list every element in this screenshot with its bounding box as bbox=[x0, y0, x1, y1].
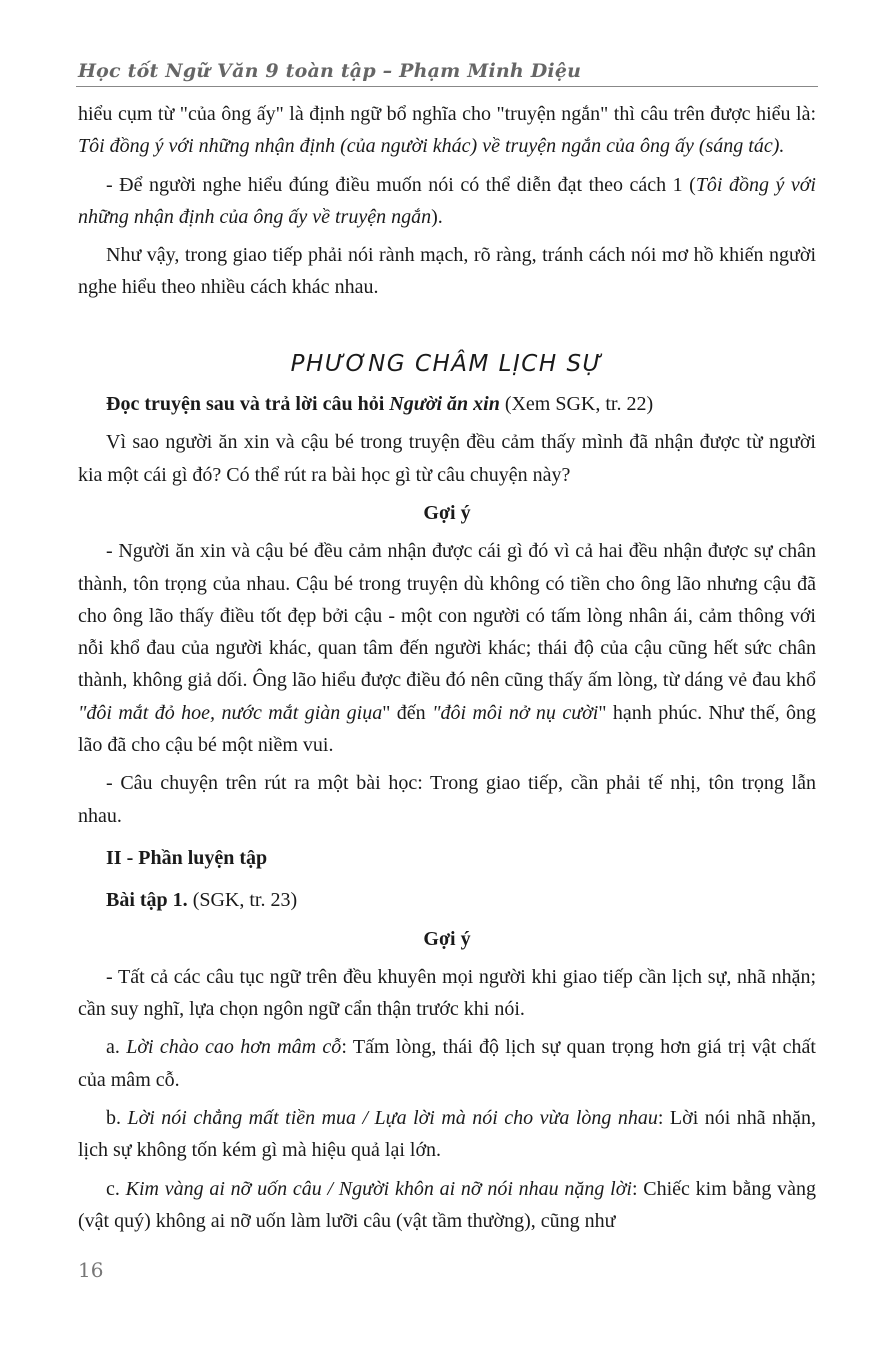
text: hiểu cụm từ "của ông ấy" là định ngữ bổ nghĩa cho "truyện ngắn" thì câu trên được hiểu là: bbox=[78, 103, 816, 125]
text: : Chiếc kim bằng vàng (vật quý) không ai nỡ uốn làm lưỡi câu (vật tầm thường), cũng như bbox=[78, 1177, 817, 1232]
italic-quote: "đôi môi nở nụ cười bbox=[432, 701, 599, 724]
proverb: Lời nói chẳng mất tiền mua / Lựa lời mà nói cho vừa lòng nhau bbox=[127, 1107, 658, 1130]
question-text: Vì sao người ăn xin và cậu bé trong truyện đều cảm thấy mình đã nhận được từ người kia một cái gì đó? Có thể rút ra bài học gì từ câu chuyện này? bbox=[78, 431, 816, 486]
practice-heading: II - Phần luyện tập bbox=[106, 846, 268, 869]
proverb: Lời chào cao hơn mâm cỗ bbox=[126, 1036, 342, 1059]
text: (Xem SGK, tr. 22) bbox=[499, 393, 654, 416]
text: (SGK, tr. 23) bbox=[187, 889, 298, 912]
text: - Để người nghe hiểu đúng điều muốn nói có thể diễn đạt theo cách 1 ( bbox=[106, 173, 696, 196]
paragraph-continued bbox=[78, 98, 816, 163]
story-title: Người ăn xin bbox=[389, 393, 500, 416]
italic-text: Tôi đồng ý với những nhận định của ông ấy về truyện ngắn bbox=[78, 173, 816, 228]
italic-quote: "đôi mắt đỏ hoe, nước mắt giàn giụa bbox=[78, 701, 383, 724]
bold-text: Đọc truyện sau và trả lời câu hỏi bbox=[106, 393, 390, 416]
text: ). bbox=[431, 205, 443, 228]
header-divider bbox=[76, 86, 818, 87]
hint-label: Gợi ý bbox=[423, 927, 471, 950]
italic-text: Tôi đồng ý với những nhận định (của người khác) về truyện ngắn của ông ấy (sáng tác). bbox=[78, 135, 785, 158]
text: " hạnh phúc. Như thế, ông lão đã cho cậu bé một niềm vui. bbox=[78, 701, 817, 757]
answer-paragraph-2: - Câu chuyện trên rút ra một bài học: Trong giao tiếp, cần phải tế nhị, tôn trọng lẫn nhau. bbox=[78, 772, 816, 827]
answer-paragraph-1 bbox=[78, 535, 816, 761]
page-number: 16 bbox=[78, 1258, 104, 1282]
proverb: Kim vàng ai nỡ uốn câu / Người khôn ai nỡ nói nhau nặng lời bbox=[125, 1177, 632, 1200]
exercise-intro: - Tất cả các câu tục ngữ trên đều khuyên mọi người khi giao tiếp cần lịch sự, nhã nhặn; cần suy nghĩ, lựa chọn ngôn ngữ cẩn thận trước khi nói. bbox=[78, 965, 816, 1021]
question-heading bbox=[78, 388, 816, 420]
text: " đến bbox=[382, 701, 433, 724]
paragraph-conclusion: Như vậy, trong giao tiếp phải nói rành mạch, rõ ràng, tránh cách nói mơ hồ khiến người nghe hiểu theo nhiều cách khác nhau. bbox=[78, 244, 816, 299]
bold-text: Bài tập 1. bbox=[106, 889, 188, 912]
text: : Lời nói nhã nhặn, lịch sự không tốn kém gì mà hiệu quả lại lớn. bbox=[78, 1107, 817, 1162]
item-prefix: b. bbox=[106, 1107, 128, 1130]
section-title: PHƯƠNG CHÂM LỊCH SỰ bbox=[290, 350, 604, 377]
item-prefix: a. bbox=[106, 1036, 127, 1059]
item-b bbox=[78, 1102, 816, 1167]
page-body bbox=[78, 98, 816, 1237]
running-header: Học tốt Ngữ Văn 9 toàn tập – Phạm Minh Diệu bbox=[78, 60, 582, 82]
hint-label: Gợi ý bbox=[423, 501, 471, 524]
text: : Tấm lòng, thái độ lịch sự quan trọng hơn giá trị vật chất của mâm cỗ. bbox=[78, 1036, 816, 1091]
exercise-heading bbox=[78, 884, 816, 916]
paragraph-expression bbox=[78, 169, 816, 234]
text: - Người ăn xin và cậu bé đều cảm nhận được cái gì đó vì cả hai đều nhận được sự chân thành, tôn trọng của nhau. Cậu bé trong truyện dù không có tiền cho ông lão nhưng cậu đã cho ông lão thấy điều tốt đẹp bởi cậu - một con người có tấm lòng nhân ái, cảm thông với nỗi khổ đau của người khác, quan tâm đến người khác; thái độ của cậu cũng hết sức chân thành, không giả dối. Ông lão hiểu được điều đó nên cũng thấy ấm lòng, từ dáng vẻ đau khổ bbox=[78, 540, 816, 692]
item-c bbox=[78, 1173, 816, 1238]
item-prefix: c. bbox=[106, 1177, 126, 1200]
item-a bbox=[78, 1031, 816, 1096]
